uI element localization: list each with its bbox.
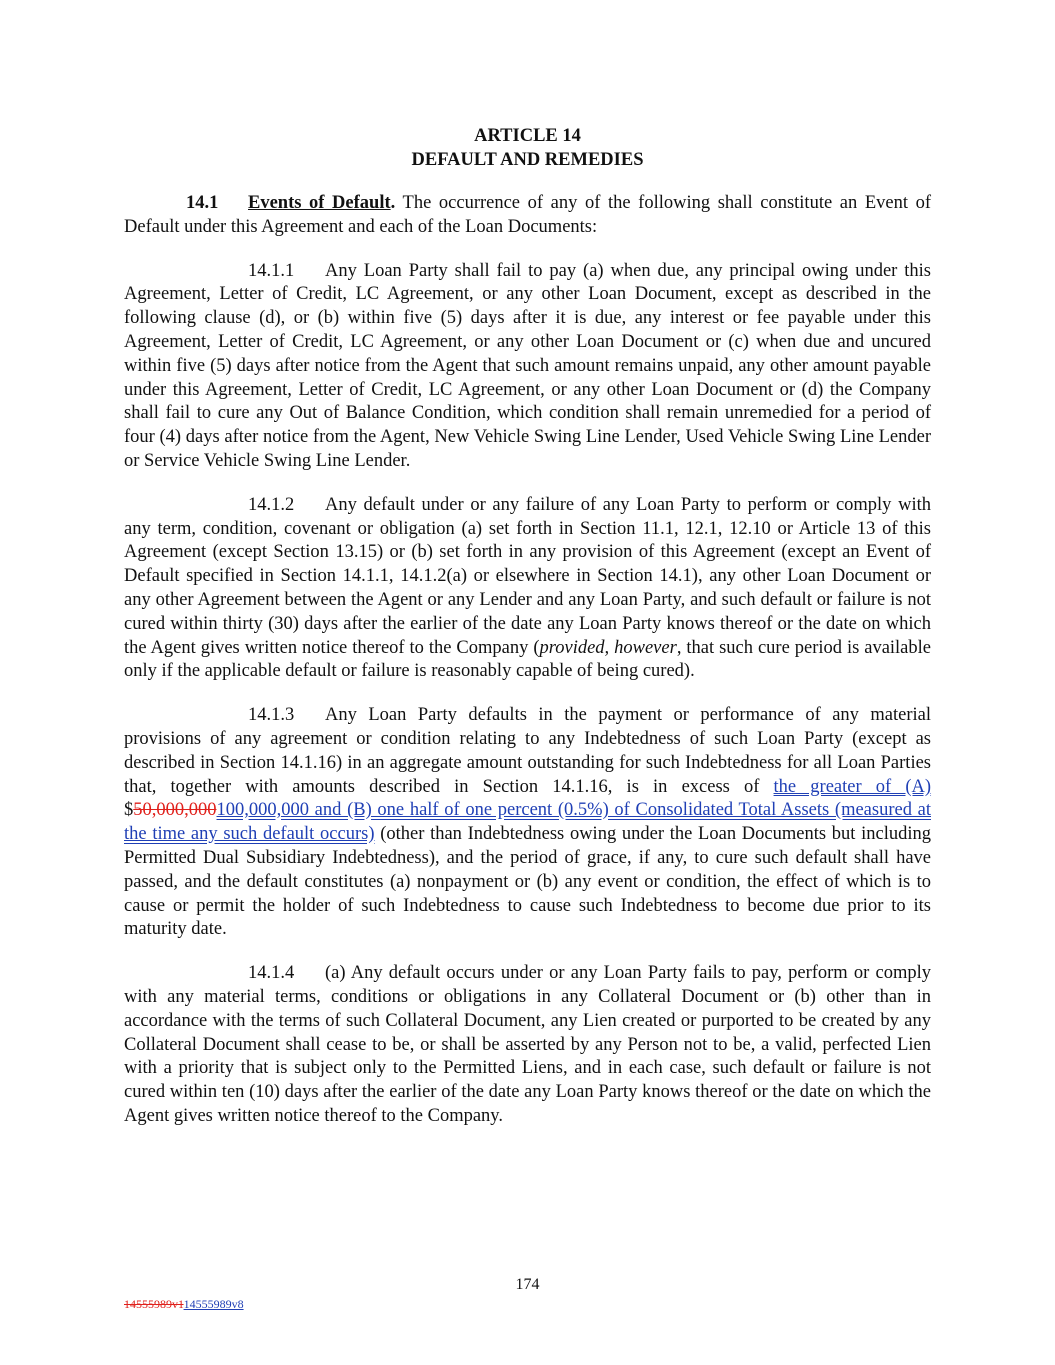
spacer <box>124 474 931 494</box>
paragraph-number: 14.1.2 <box>248 494 295 515</box>
spacer <box>124 240 931 260</box>
paragraph-number: 14.1.1 <box>248 260 295 281</box>
paragraph-text-continued: (other than Indebtedness owing under the Loan Documents but including Permitted Dual Subsidiary Indebtedness), and the period of grace, if any, to cure such default shall have passed, and the default constitutes (a) nonpayment or (b) any event or condition, the effect of which is to cause or permit the holder of such Indebtedness to cause such Indebtedness to become due prior to its maturity date. <box>124 824 931 940</box>
spacer <box>124 942 931 962</box>
paragraph-14-1-3 <box>124 704 931 942</box>
paragraph-text: Any default under or any failure of any Loan Party to perform or comply with any term, condition, covenant or obligation (a) set forth in Section 11.1, 12.1, 12.10 or Article 13 of this Agreement (except Section 13.15) or (b) set forth in any provision of this Agreement (except an Event of Default specified in Section 14.1.1, 14.1.2(a) or elsewhere in Section 14.1), any other Loan Document or any other Agreement between the Agent or any Lender and any Loan Party, and such default or failure is not cured within thirty (30) days after the earlier of the date any Loan Party knows thereof or the date on which the Agent gives written notice thereof to the Company ( <box>124 494 931 658</box>
document-id-old: 14555989v1 <box>124 1297 184 1311</box>
section-number: 14.1 <box>186 193 219 213</box>
paragraph-number: 14.1.3 <box>248 705 295 726</box>
document-id <box>124 1297 244 1312</box>
inserted-amount: 100,000,000 and (B) one half of one percent (0.5%) of Consolidated Total Assets (measured at the time any such default occurs) <box>124 800 931 845</box>
document-page <box>124 124 931 1129</box>
section-14-1-paragraph <box>124 192 931 240</box>
paragraph-text: Any Loan Party defaults in the payment or performance of any material provisions of any agreement or condition relating to any Indebtedness of such Loan Party (except as described in Section 14.1.16) in an aggregate amount outstanding for such Indebtedness for all Loan Parties that, together with amounts described in Section 14.1.16, is in excess of <box>124 705 931 797</box>
article-title: DEFAULT AND REMEDIES <box>411 150 644 170</box>
paragraph-number: 14.1.4 <box>248 963 295 984</box>
page-number: 174 <box>515 1276 540 1293</box>
paragraph-text: Any Loan Party shall fail to pay (a) when due, any principal owing under this Agreement, Letter of Credit, LC Agreement, or any other Loan Document, except as described in the following clause (d), or (b) within five (5) days after it is due, any interest or fee payable under this Agreement, Letter of Credit, LC Agreement, or any other Loan Document or (c) when due and uncured within five (5) days after notice from the Agent that such amount remains unpaid, any other amount payable under this Agreement, Letter of Credit, LC Agreement, or any other Loan Document or (d) the Company shall fail to cure any Out of Balance Condition, which condition shall remain unremedied for a period of four (4) days after notice from the Agent, New Vehicle Swing Line Lender, Used Vehicle Swing Line Lender or Service Vehicle Swing Line Lender. <box>124 260 931 471</box>
document-id-new: 14555989v8 <box>183 1297 244 1311</box>
spacer <box>124 684 931 704</box>
heading-period: . <box>390 193 396 213</box>
section-heading: Events of Default <box>248 193 391 213</box>
paragraph-14-1-4 <box>124 962 931 1129</box>
section-intro-text: The occurrence of any of the following shall constitute an Event of Default under this Agreement and each of the Loan Documents: <box>124 193 931 237</box>
deleted-amount: 50,000,000 <box>133 800 217 821</box>
italic-proviso: provided, however <box>539 637 677 658</box>
paragraph-14-1-2 <box>124 494 931 684</box>
spacer <box>124 172 931 192</box>
paragraph-14-1-1 <box>124 260 931 474</box>
article-number: ARTICLE 14 <box>474 126 581 146</box>
paragraph-text-continued: , that such cure period is available only if the applicable default or failure is reasonably capable of being cured). <box>124 637 931 682</box>
paragraph-text: (a) Any default occurs under or any Loan Party fails to pay, perform or comply with any material terms, conditions or obligations in any Collateral Document or (b) other than in accordance with the terms of such Collateral Document, any Lien created or purported to be created by any Collateral Document shall cease to be, or shall be asserted by any Person not to be, a valid, perfected Lien with a priority that is subject only to the Permitted Liens, and in each case, such default or failure is not cured within ten (10) days after the earlier of the date any Loan Party knows thereof or the date on which the Agent gives written notice thereof to the Company. <box>124 963 931 1126</box>
inserted-text: the greater of (A) <box>773 776 932 797</box>
dollar-sign: $ <box>124 800 134 821</box>
